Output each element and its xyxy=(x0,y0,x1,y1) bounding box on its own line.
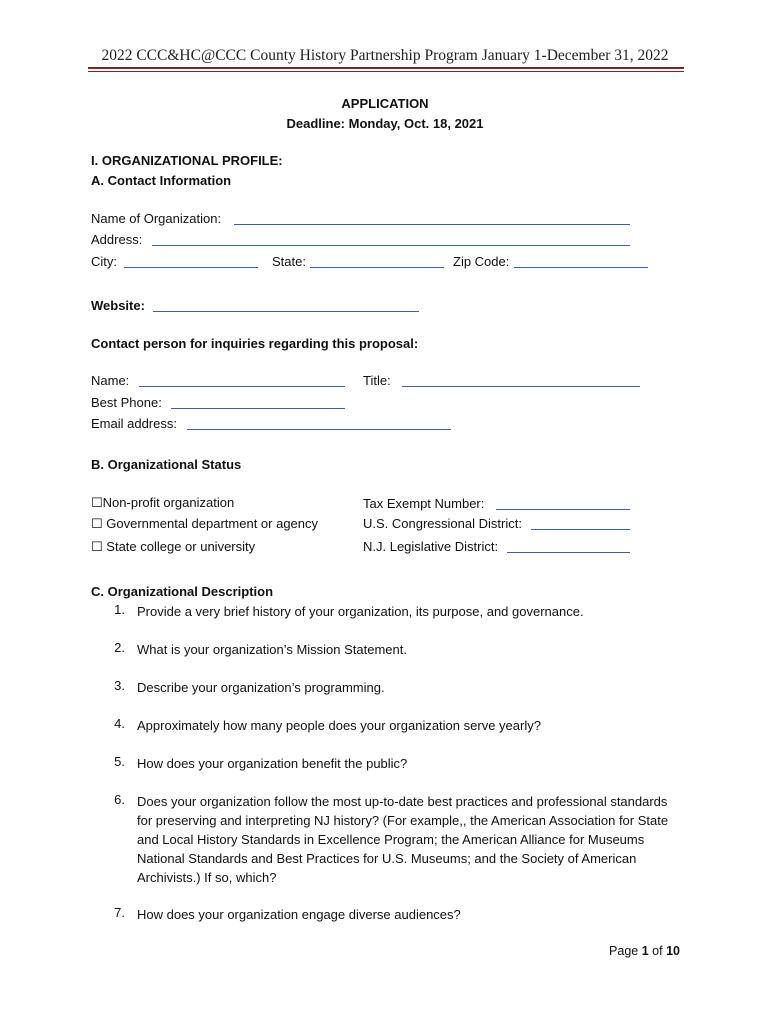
question-number: 2. xyxy=(114,640,125,655)
subsection-heading-contact: A. Contact Information xyxy=(91,173,232,188)
question-number: 6. xyxy=(114,792,125,807)
zip-label: Zip Code: xyxy=(453,254,510,269)
question-text: Provide a very brief history of your organization, its purpose, and governance. xyxy=(137,604,584,619)
question-text: How does your organization engage diverse audiences? xyxy=(137,907,461,922)
congressional-label: U.S. Congressional District: xyxy=(363,516,522,531)
question-text: Does your organization follow the most up-to-date best practices and professional standards for preserving and interpreting NJ history? (For example,, the American Association for State and Local History Standards in Excellence Program; the American Alliance for Museums National Standards and Best Practices for U.S. Museums; and the Society of American Archivists.) If so, which? xyxy=(137,794,669,885)
page-word: Page xyxy=(609,944,639,958)
contact-name-field[interactable] xyxy=(139,373,345,387)
state-field[interactable] xyxy=(310,254,444,268)
contact-name-label: Name: xyxy=(91,373,130,388)
zip-field[interactable] xyxy=(514,254,648,268)
description-heading: C. Organizational Description xyxy=(91,584,274,599)
question-number: 1. xyxy=(114,602,125,617)
checkbox-icon[interactable]: ☐ xyxy=(91,540,103,555)
page-number xyxy=(609,944,680,958)
legislative-label: N.J. Legislative District: xyxy=(363,539,499,554)
city-field[interactable] xyxy=(124,254,258,268)
status-option-government[interactable] xyxy=(91,516,318,532)
of-word: of xyxy=(652,944,663,958)
question-number: 5. xyxy=(114,754,125,769)
email-field[interactable] xyxy=(187,416,451,430)
question-text: What is your organization’s Mission Statement. xyxy=(137,642,407,657)
website-label: Website: xyxy=(91,298,145,313)
checkbox-icon[interactable]: ☐ xyxy=(91,517,103,532)
contact-person-heading: Contact person for inquiries regarding this proposal: xyxy=(91,336,419,351)
header-rule xyxy=(88,67,684,69)
current-page: 1 xyxy=(641,944,649,958)
status-option-nonprofit[interactable] xyxy=(91,495,234,511)
state-label: State: xyxy=(272,254,306,269)
contact-title-label: Title: xyxy=(363,373,391,388)
status-option-college[interactable] xyxy=(91,539,255,555)
address-label: Address: xyxy=(91,232,143,247)
status-option-label: State college or university xyxy=(106,539,256,554)
question-text: Approximately how many people does your organization serve yearly? xyxy=(137,718,541,733)
tax-exempt-field[interactable] xyxy=(496,496,630,510)
contact-title-field[interactable] xyxy=(402,373,640,387)
running-header: 2022 CCC&HC@CCC County History Partnership Program January 1-December 31, 2022 xyxy=(101,47,669,64)
total-pages: 10 xyxy=(666,944,680,958)
phone-field[interactable] xyxy=(171,395,345,409)
website-field[interactable] xyxy=(153,298,419,312)
section-heading-profile: I. ORGANIZATIONAL PROFILE: xyxy=(91,153,283,168)
checkbox-icon[interactable]: ☐ xyxy=(91,496,103,511)
status-option-label: Governmental department or agency xyxy=(106,516,319,531)
city-label: City: xyxy=(91,254,117,269)
question-text: Describe your organization’s programming. xyxy=(137,680,385,695)
header-rule-thin xyxy=(88,71,684,72)
legislative-field[interactable] xyxy=(507,539,630,553)
question-number: 4. xyxy=(114,716,125,731)
question-number: 7. xyxy=(114,905,125,920)
org-name-field[interactable] xyxy=(234,211,630,225)
address-field[interactable] xyxy=(152,232,630,246)
deadline-text: Deadline: Monday, Oct. 18, 2021 xyxy=(286,116,484,131)
org-name-label: Name of Organization: xyxy=(91,211,222,226)
phone-label: Best Phone: xyxy=(91,395,162,410)
document-title: APPLICATION xyxy=(341,96,429,111)
status-option-label: Non-profit organization xyxy=(102,495,235,510)
congressional-field[interactable] xyxy=(531,516,630,530)
status-heading: B. Organizational Status xyxy=(91,457,242,472)
email-label: Email address: xyxy=(91,416,177,431)
question-text: How does your organization benefit the public? xyxy=(137,756,408,771)
tax-exempt-label: Tax Exempt Number: xyxy=(363,496,485,511)
question-number: 3. xyxy=(114,678,125,693)
